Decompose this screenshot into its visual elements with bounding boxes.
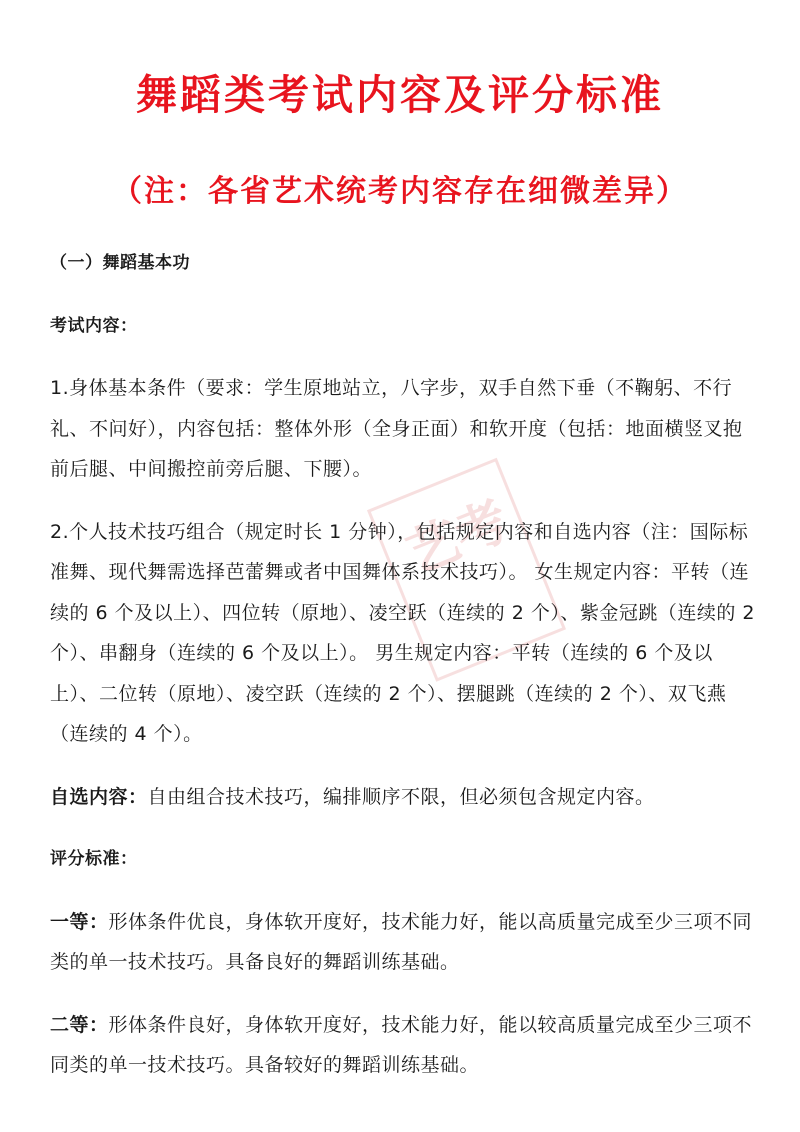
paragraph-grade-2	[50, 1005, 756, 1086]
paragraph-optional-content	[50, 777, 756, 818]
grade-1-text: 形体条件优良，身体软开度好，技术能力好，能以高质量完成至少三项不同类的单一技术技巧。具备良好的舞蹈训练基础。	[50, 910, 753, 973]
page-title: 舞蹈类考试内容及评分标准	[136, 71, 664, 119]
document-body	[50, 243, 756, 1108]
optional-text: 自由组合技术技巧，编排顺序不限，但必须包含规定内容。	[147, 785, 655, 808]
paragraph-technique-combination: 2.个人技术技巧组合（规定时长 1 分钟），包括规定内容和自选内容（注：国际标 准舞、现代舞需选择芭蕾舞或者中国舞体系技术技巧）。 女生规定内容：平转（连续的 6 个及以上）、四位转（原地）、凌空跃（连续的 2 个）、紫金冠跳（连续的 2 个）、串翻身（连续的 6 个及以上）。 男生规定内容：平转（连续的 6 个及以上）、二位转（原地）、凌空跃（连续的 2 个）、摆腿跳（连续的 2 个）、双飞燕（连续的 4 个）。	[50, 520, 755, 745]
paragraph-body-conditions: 1.身体基本条件（要求：学生原地站立，八字步，双手自然下垂（不鞠躬、不行礼、不问好），内容包括：整体外形（全身正面）和软开度（包括：地面横竖叉抱 前后腿、中间搬控前旁后腿、下腰）。	[50, 377, 743, 480]
scoring-heading: 评分标准：	[50, 849, 138, 869]
page-subtitle: （注：各省艺术统考内容存在细微差异）	[112, 174, 688, 209]
watermark-text: 艺考	[398, 489, 518, 586]
optional-label: 自选内容：	[50, 785, 148, 808]
section-heading: （一）舞蹈基本功	[50, 253, 190, 273]
grade-2-label: 二等：	[50, 1013, 109, 1036]
paragraph-grade-1	[50, 902, 756, 983]
exam-content-heading: 考试内容：	[50, 315, 138, 336]
grade-1-label: 一等：	[50, 910, 109, 933]
grade-2-text: 形体条件良好，身体软开度好，技术能力好，能以较高质量完成至少三项不同类的单一技术技巧。具备较好的舞蹈训练基础。	[50, 1013, 753, 1076]
